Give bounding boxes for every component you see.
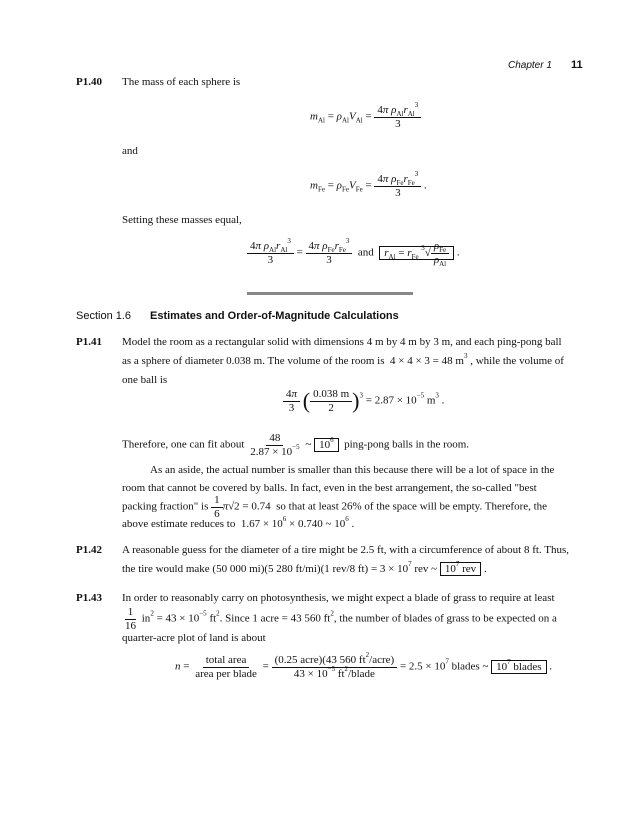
page-number: 11 (571, 59, 583, 71)
eq-ball-volume: $\frac{4\pi}{3}$ ( $\frac{0.038 m}{2}$ )$^3 = 2.87 \times 10^{-5}$ $m^3$ . (283, 388, 444, 414)
answer-box-rev: $10^7$ rev (440, 562, 481, 576)
p143-line2: $\frac{1}{16}$ $in^2 = 43 \times 10^{-5}$ $ft^2$. Since 1 acre = 43 560 $ft^2$, the number of blades of grass to be expected on a (125, 606, 557, 632)
p142-line2: the tire would make (50 000 mi)(5 280 ft/mi)(1 rev/8 $ft) = 3 \times 10^7$ rev ~ $10^7$ rev . (122, 560, 487, 575)
p141-aside1: As an aside, the actual number is smaller than this because there will be a lot of space in the (150, 464, 555, 476)
eq-masses-equal: $\frac{4\pi \rho_{Al}r_{Al}^3}{3}$ = $\frac{4\pi \rho_{Fe}r_{Fe}^3}{3}$ and $r_{Al} = r_{Fe}$ $^3$√ $\frac{\rho_{Fe}}{\rho_{Al}}$ . (247, 240, 460, 266)
answer-box-blades: $10^7$ blades (491, 660, 546, 674)
answer-box-r-al: $r_{Al} = r_{Fe}$ $^3$√ $\frac{\rho_{Fe}}{\rho_{Al}}$ (379, 246, 454, 260)
p142-line1: A reasonable guess for the diameter of a tire might be 2.5 ft, with a circumference of about 8 ft. Thus, (122, 544, 569, 556)
eq-mass-fe: $m_{Fe} = \rho_{Fe}V_{Fe}$ = $\frac{4\pi \rho_{Fe}r_{Fe}^3}{3}$ . (310, 170, 427, 199)
eq-mass-al: $m_{Al} = \rho_{Al}V_{Al}$ = $\frac{4\pi \rho_{Al}r_{Al}^3}{3}$ (310, 104, 421, 130)
p141-aside4: above estimate reduces to $1.67 \times 10^6 \times 0.740$ ~ $10^6$ . (122, 515, 355, 530)
p140-setting: Setting these masses equal, (122, 214, 242, 226)
p143-line1: In order to reasonably carry on photosynthesis, we might expect a blade of grass to require at least (122, 592, 555, 604)
eq-blade-count: n = $\frac{\text{total area}}{\text{area per blade}}$ = $\frac{(0.25 acre)(43 560 ft^2/acre)}{43 \times 10^{-5} ft^2/blade}$ = $2.5 \times 10^7$ blades ~ $10^7$ blades . (175, 651, 553, 680)
p143-line3: quarter-acre plot of land is about (122, 632, 266, 644)
section-divider (247, 292, 413, 295)
p141-line3: one ball is (122, 374, 168, 386)
p141-aside2: room that cannot be covered by balls. In fact, even in the best arrangement, the so-called "best (122, 482, 537, 494)
problem-id-p140: P1.40 (76, 76, 102, 88)
p140-and: and (122, 145, 138, 157)
section-number: Section 1.6 (76, 310, 132, 322)
p141-aside3: packing fraction" is $\frac{1}{6}$ π√2 = 0.74 so that at least 26% of the space will be empty. Therefore, the (122, 494, 548, 520)
p140-and-word: and (357, 246, 374, 259)
eq-ball-count: Therefore, one can fit about $\frac{48}{2.87 \times 10^{-5}}$ ~ $10^6$ ping-pong balls in the room. (122, 432, 470, 458)
problem-id-p143: P1.43 (76, 592, 102, 604)
problem-id-p142: P1.42 (76, 544, 102, 556)
problem-id-p141: P1.41 (76, 336, 102, 348)
p140-intro: The mass of each sphere is (122, 76, 241, 88)
p141-body (122, 333, 592, 390)
p141-line2: as a sphere of diameter 0.038 m. The volume of the room is 4 × 4 × 3 = 48 $m^3$ , while the volume of (122, 352, 564, 367)
chapter-label: Chapter 1 (508, 60, 552, 71)
answer-box-balls: $10^6$ (314, 438, 339, 452)
section-title: Estimates and Order-of-Magnitude Calculations (150, 310, 399, 322)
p141-line1: Model the room as a rectangular solid with dimensions 4 m by 4 m by 3 m, and each ping-pong ball (122, 336, 562, 348)
